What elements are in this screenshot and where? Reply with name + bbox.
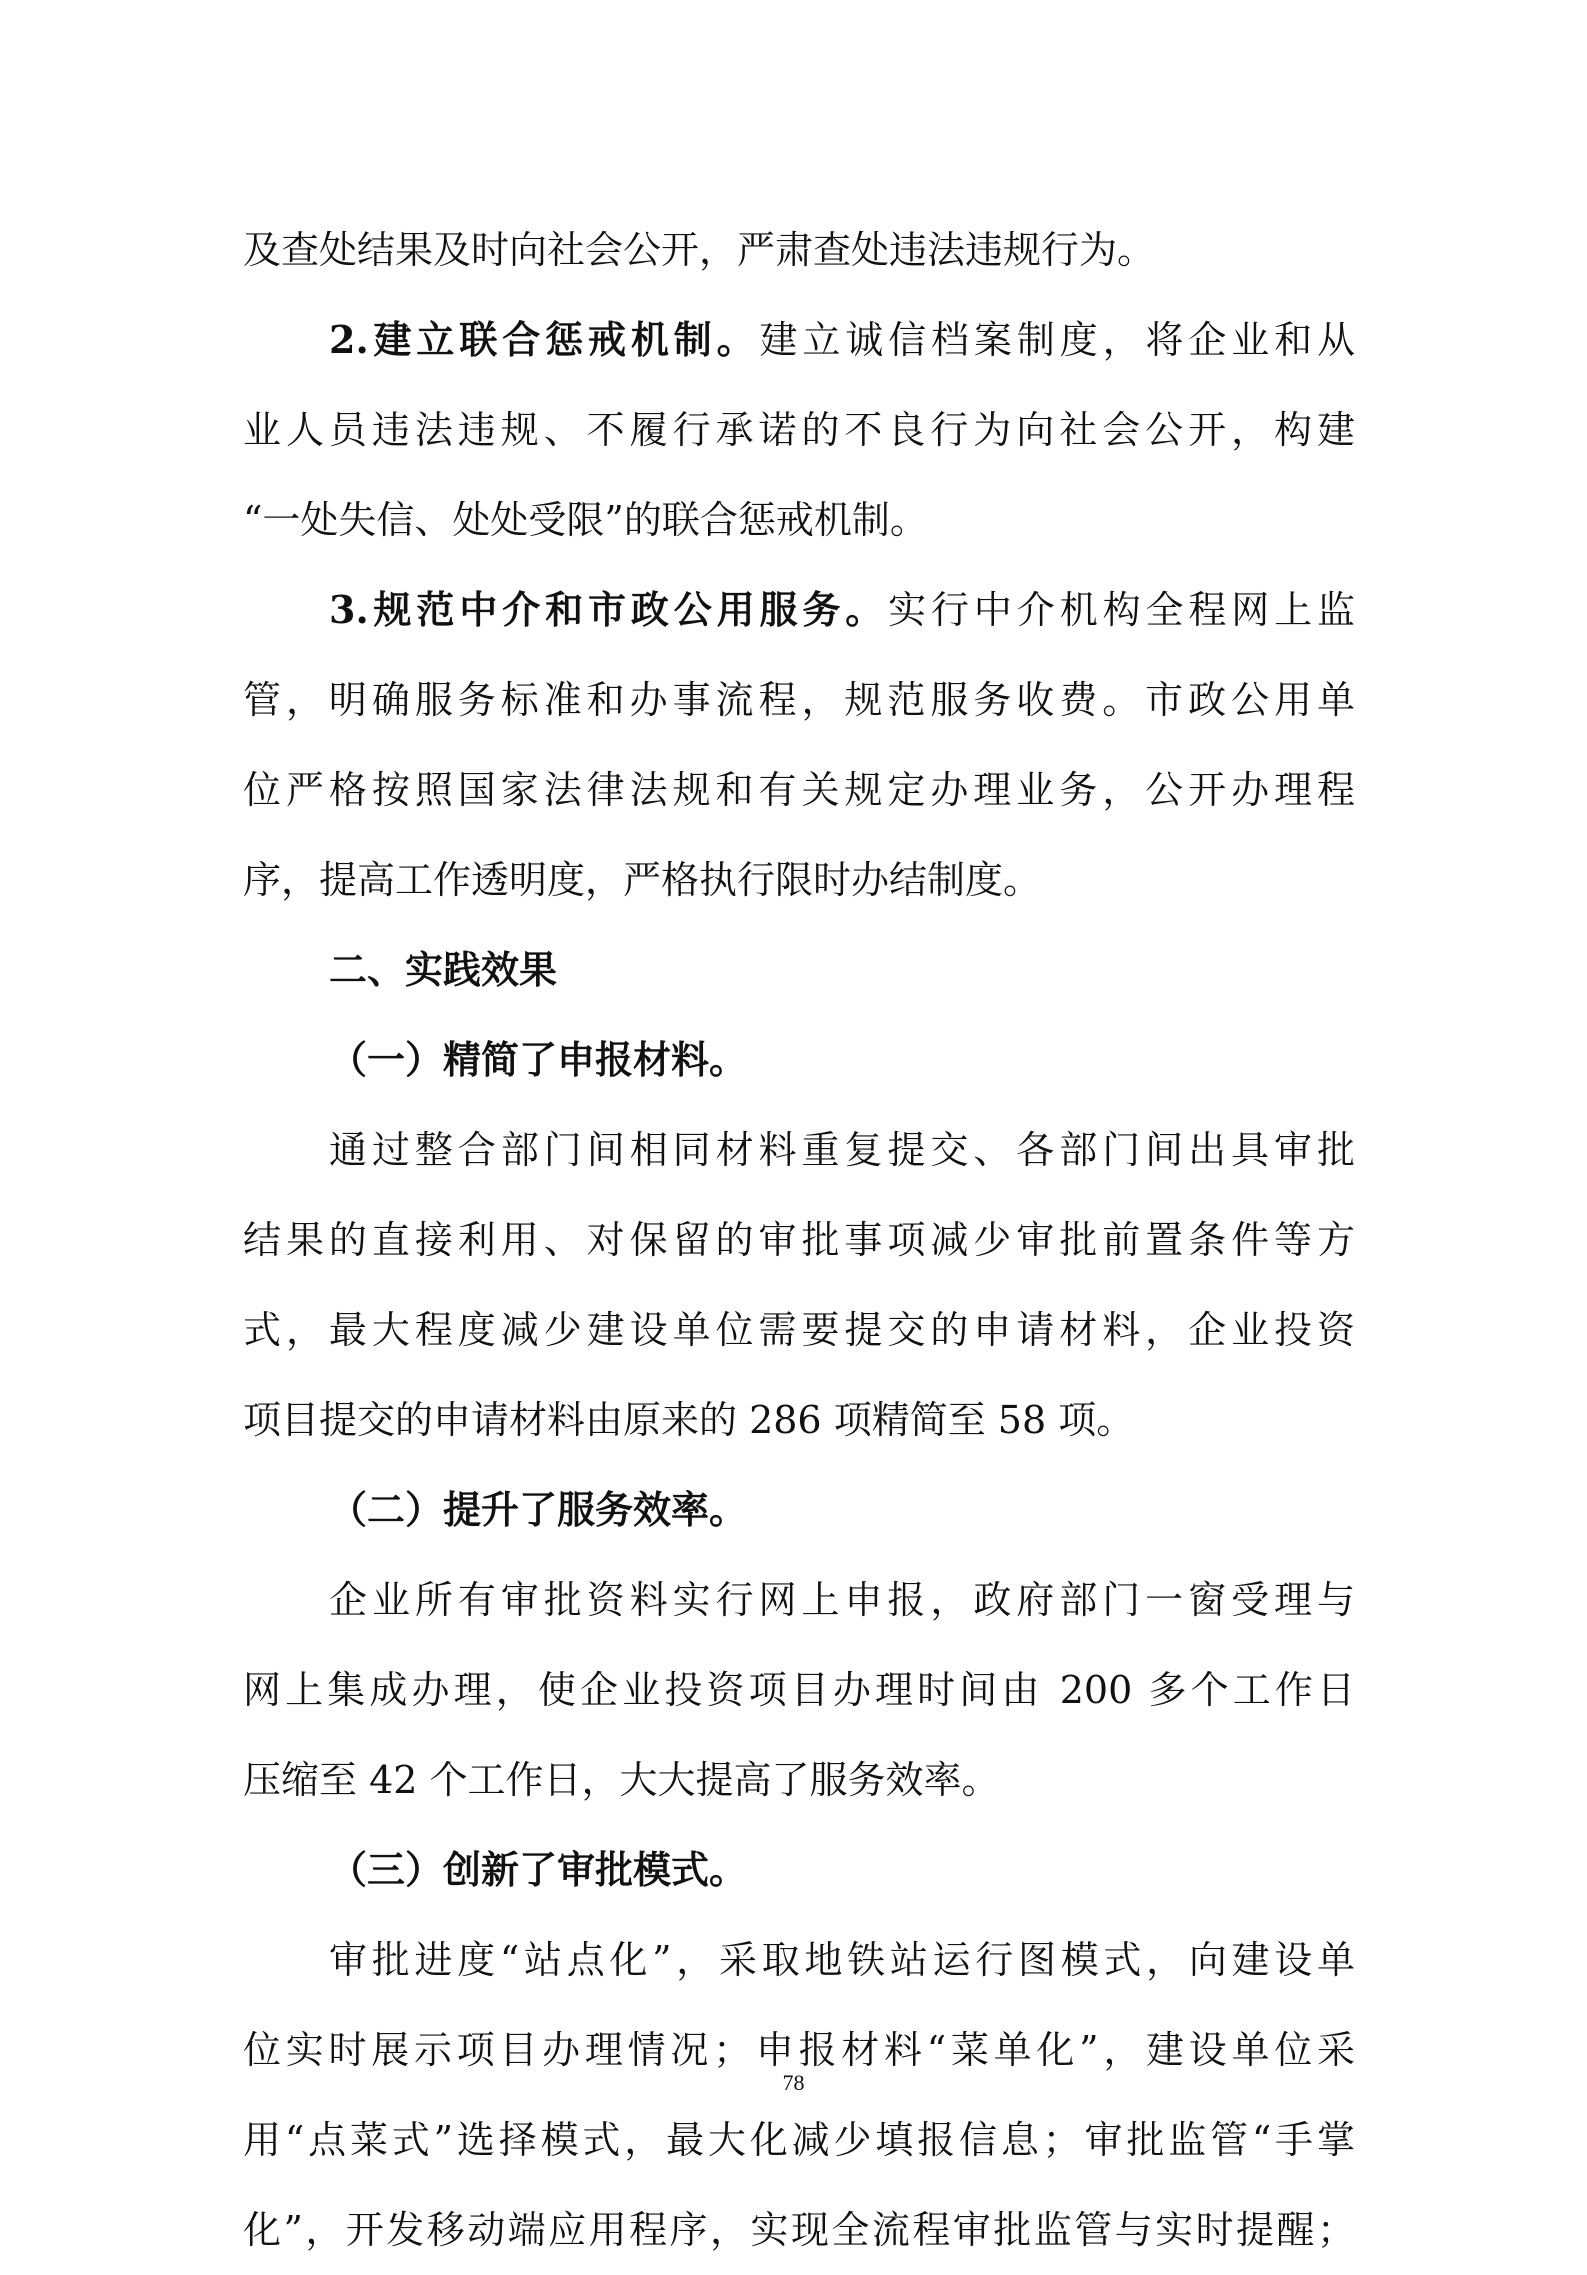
text-line: 及查处结果及时向社会公开，严肃查处违法违规行为。: [243, 228, 1156, 272]
text-line: 项目提交的申请材料由原来的 286 项精简至 58 项。: [243, 1398, 1135, 1442]
text-line: 结果的直接利用、对保留的审批事项减少审批前置条件等方: [243, 1218, 1355, 1262]
text-line: 网上集成办理，使企业投资项目办理时间由 200 多个工作日: [243, 1668, 1355, 1712]
item-text: 实行中介机构全程网上监: [888, 588, 1355, 632]
text-line: 位实时展示项目办理情况；申报材料“菜单化”，建设单位采: [243, 2028, 1355, 2072]
text-line: 序，提高工作透明度，严格执行限时办结制度。: [243, 858, 1042, 902]
subsection-heading: （三）创新了审批模式。: [329, 1847, 748, 1892]
item-heading: 2.建立联合惩戒机制。: [329, 317, 760, 362]
text-line: 压缩至 42 个工作日，大大提高了服务效率。: [243, 1758, 1000, 1802]
text-line: 审批进度“站点化”，采取地铁站运行图模式，向建设单: [329, 1938, 1355, 1982]
text-line: 管，明确服务标准和办事流程，规范服务收费。市政公用单: [243, 678, 1355, 722]
text-line: 式，最大程度减少建设单位需要提交的申请材料，企业投资: [243, 1308, 1355, 1352]
subsection-heading: （一）精简了申报材料。: [329, 1037, 748, 1082]
item-heading: 3.规范中介和市政公用服务。: [329, 587, 889, 632]
text-line: [243, 295, 1355, 385]
text-line: 用“点菜式”选择模式，最大化减少填报信息；审批监管“手掌: [243, 2118, 1355, 2162]
text-line: 化”，开发移动端应用程序，实现全流程审批监管与实时提醒；: [243, 2208, 1355, 2252]
document-body: [243, 205, 1355, 2275]
section-heading: 二、实践效果: [329, 947, 558, 992]
text-line: 企业所有审批资料实行网上申报，政府部门一窗受理与: [329, 1578, 1355, 1622]
text-line: [243, 565, 1355, 655]
text-line: “一处失信、处处受限”的联合惩戒机制。: [243, 498, 928, 542]
page-number: 78: [782, 2070, 805, 2095]
text-line: 位严格按照国家法律法规和有关规定办理业务，公开办理程: [243, 768, 1355, 812]
subsection-heading: （二）提升了服务效率。: [329, 1487, 748, 1532]
item-text: 建立诚信档案制度，将企业和从: [759, 318, 1355, 362]
text-line: 通过整合部门间相同材料重复提交、各部门间出具审批: [329, 1128, 1355, 1172]
text-line: 业人员违法违规、不履行承诺的不良行为向社会公开，构建: [243, 408, 1355, 452]
